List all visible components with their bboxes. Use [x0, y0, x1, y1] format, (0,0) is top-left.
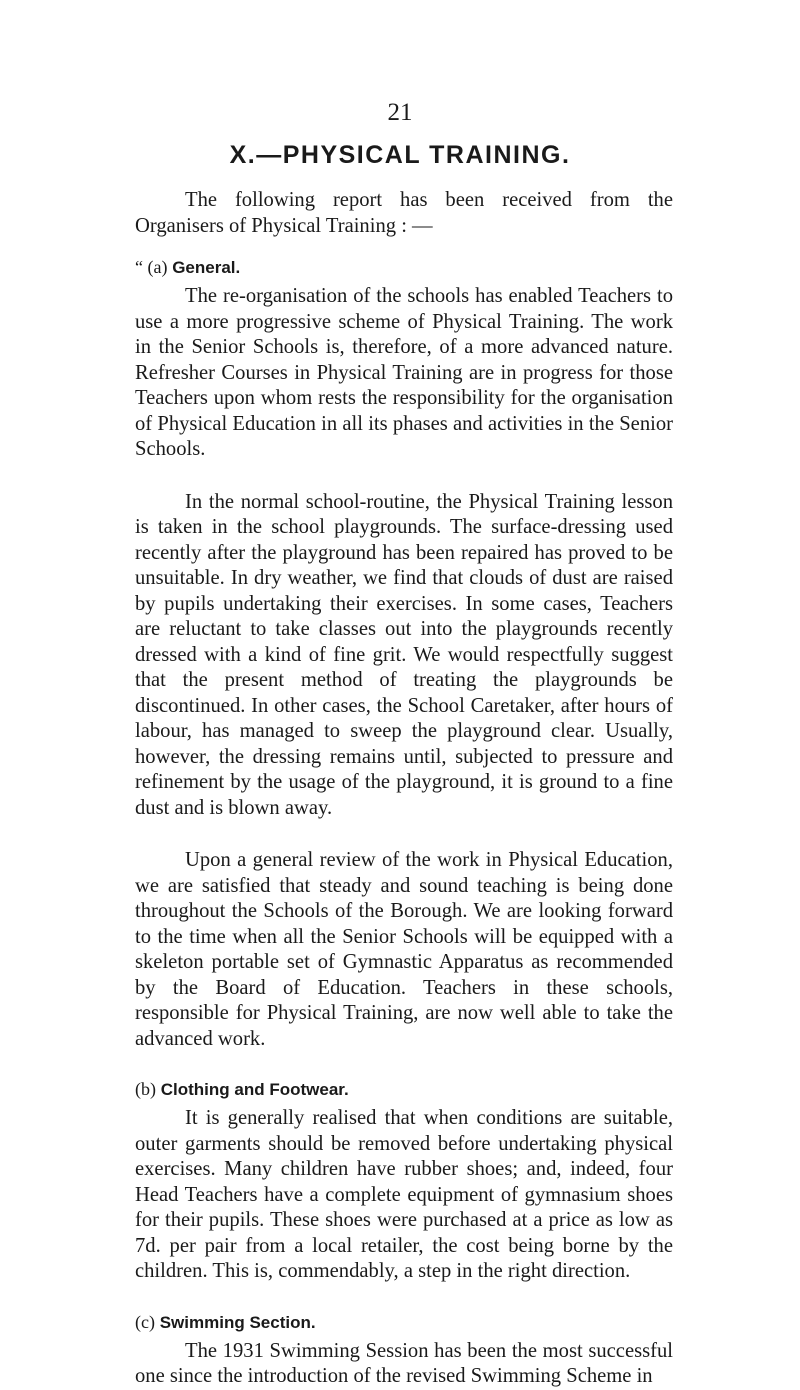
paragraph: The 1931 Swimming Session has been the most successful one since the introduction of the revised Swimming Scheme in — [135, 1339, 673, 1387]
section-title: X.—PHYSICAL TRAINING. — [229, 141, 571, 169]
intro-paragraph: The following report has been received from the Organisers of Physical Training : — — [135, 189, 673, 237]
subsection-title: Swimming Section. — [159, 1312, 316, 1332]
page-number: 21 — [387, 99, 413, 126]
subsection-label: (c) — [135, 1311, 155, 1332]
paragraph: Upon a general review of the work in Physical Education, we are satisfied that steady and sound teaching is being done throughout the Schools of the Borough. We are looking forward to the time when all the Senior Schools will be equipped with a skeleton portable set of Gymnastic Apparatus as recommended by the Board of Education. Teachers in these schools, responsible for Physical Training, are now well able to take the advanced work. — [135, 849, 673, 1050]
subsection-heading-general — [135, 256, 673, 279]
paragraph: The re-organisation of the schools has enabled Teachers to use a more progressive scheme of Physical Training. The work in the Senior Schools is, therefore, of a more advanced nature. Refresher Courses in Physical Training are in progress for those Teachers upon whom rests the responsibility for the organisation of Physical Education in all its phases and activities in the Senior Schools. — [135, 285, 673, 460]
subsection-heading-clothing — [135, 1078, 673, 1101]
subsection-heading-swimming — [135, 1311, 673, 1334]
subsection-title: Clothing and Footwear. — [160, 1080, 349, 1099]
paragraph: It is generally realised that when conditions are suitable, outer garments should be removed before undertaking physical exercises. Many children have rubber shoes; and, indeed, four Head Teachers have a complete equipment of gymnasium shoes for their pupils. These shoes were purchased at a price as low as 7d. per pair from a local retailer, the cost being borne by the children. This is, commendably, a step in the right direction. — [135, 1107, 673, 1282]
subsection-label: “ (a) — [135, 257, 168, 277]
paragraph: In the normal school-routine, the Physical Training lesson is taken in the school playgrounds. The surface-dressing used recently after the playground has been repaired has proved to be unsuitable. In dry weather, we find that clouds of dust are raised by pupils undertaking their exercises. In some cases, Teachers are reluctant to take classes out into the playgrounds recently dressed with a kind of fine grit. We would respectfully suggest that the present method of treating the playgrounds be discontinued. In other cases, the School Caretaker, after hours of labour, has managed to sweep the playground clear. Usually, however, the dressing remains until, subjected to pressure and refinement by the usage of the playground, it is ground to a fine dust and is blown away. — [135, 490, 673, 819]
subsection-title: General. — [172, 258, 241, 277]
report-body — [135, 188, 673, 1390]
subsection-label: (b) — [135, 1079, 156, 1099]
